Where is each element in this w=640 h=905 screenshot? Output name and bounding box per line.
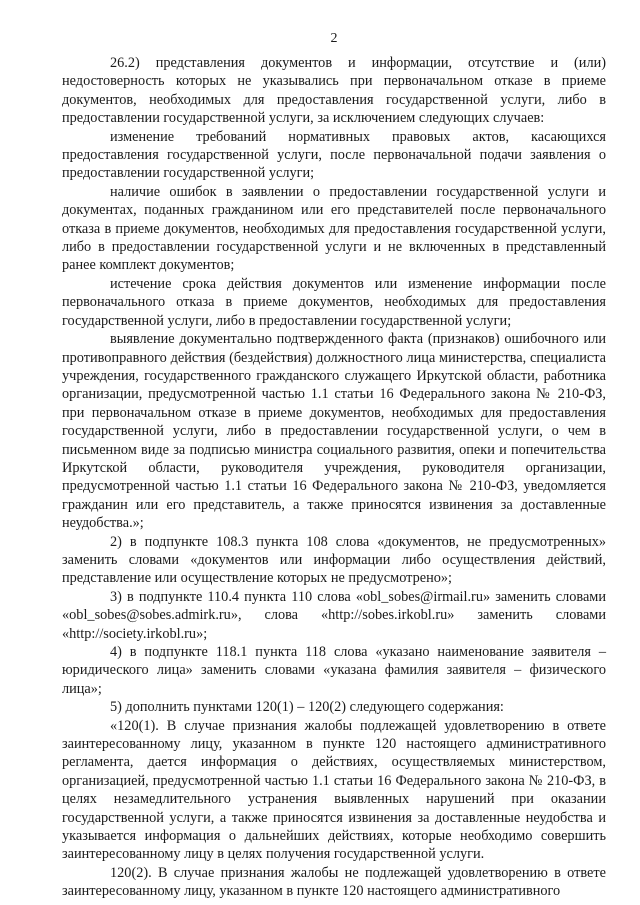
paragraph-item-4: 4) в подпункте 118.1 пункта 118 слова «указано наименование заявителя – юридического лица» заменить словами «указана фамилия заявителя – физического лица»; <box>62 644 606 697</box>
paragraph-item-5: 5) дополнить пунктами 120(1) – 120(2) следующего содержания: <box>110 699 504 716</box>
paragraph-120-1: «120(1). В случае признания жалобы подлежащей удовлетворению в ответе заинтересованному лицу, указанном в пункте 120 настоящего административного регламента, дается информация о действиях, осуществляемых министерством, организацией, предусмотренной частью 1.1 статьи 16 Федерального закона № 210-ФЗ, в целях незамедлительного устранения выявленных нарушений при оказании государственной услуги, а также приносятся извинения за доставленные неудобства и указывается информация о дальнейших действиях, которые необходимо совершить заинтересованному лицу в целях получения государственной услуги. <box>62 717 606 863</box>
paragraph-exception-4: выявление документально подтвержденного факта (признаков) ошибочного или противоправного действия (бездействия) должностного лица министерства, специалиста учреждения, государственного гражданского служащего Иркутской области, работника организации, предусмотренной частью 1.1 статьи 16 Федерального закона № 210-ФЗ, при первоначальном отказе в приеме документов, необходимых для предоставления государственной услуги, либо в предоставлении государственной услуги, о чем в письменном виде за подписью министра социального развития, опеки и попечительства Иркутской области, руководителя учреждения, руководителя организации, предусмотренной частью 1.1 статьи 16 Федерального закона № 210-ФЗ, уведомляется гражданин или его представитель, а также приносятся извинения за доставленные неудобства.»; <box>62 331 606 532</box>
paragraph-120-2: 120(2). В случае признания жалобы не подлежащей удовлетворению в ответе заинтересованному лицу, указанном в пункте 120 настоящего административного <box>62 864 606 900</box>
page-number: 2 <box>330 31 338 46</box>
paragraph-item-3: 3) в подпункте 110.4 пункта 110 слова «obl_sobes@irmail.ru» заменить словами «obl_sobes@sobes.admirk.ru», слова «http://sobes.irkobl.ru» заменить словами «http://society.irkobl.ru»; <box>62 588 606 642</box>
paragraph-exception-3: истечение срока действия документов или изменение информации после первоначального отказа в приеме документов, необходимых для предоставления государственной услуги, либо в предоставлении государственной услуги; <box>62 275 606 329</box>
paragraph-26-2: 26.2) представления документов и информации, отсутствие и (или) недостоверность которых не указывались при первоначальном отказе в приеме документов, необходимых для предоставления государственной услуги, либо в предоставлении государственной услуги, за исключением следующих случаев: <box>62 55 606 127</box>
paragraph-item-2: 2) в подпункте 108.3 пункта 108 слова «документов, не предусмотренных» заменить словами «документов или информации либо осуществления действий, представление или осуществление которых не предусмотрено»; <box>62 533 606 587</box>
paragraph-exception-2: наличие ошибок в заявлении о предоставлении государственной услуги и документах, поданных гражданином или его представителей после первоначального отказа в приеме документов, необходимых для предоставления государственной услуги, либо в предоставлении государственной услуги и не включенных в представленный ранее комплект документов; <box>62 183 606 274</box>
paragraph-exception-1: изменение требований нормативных правовых актов, касающихся предоставления государственной услуги, после первоначальной подачи заявления о предоставлении государственной услуги; <box>62 128 606 182</box>
